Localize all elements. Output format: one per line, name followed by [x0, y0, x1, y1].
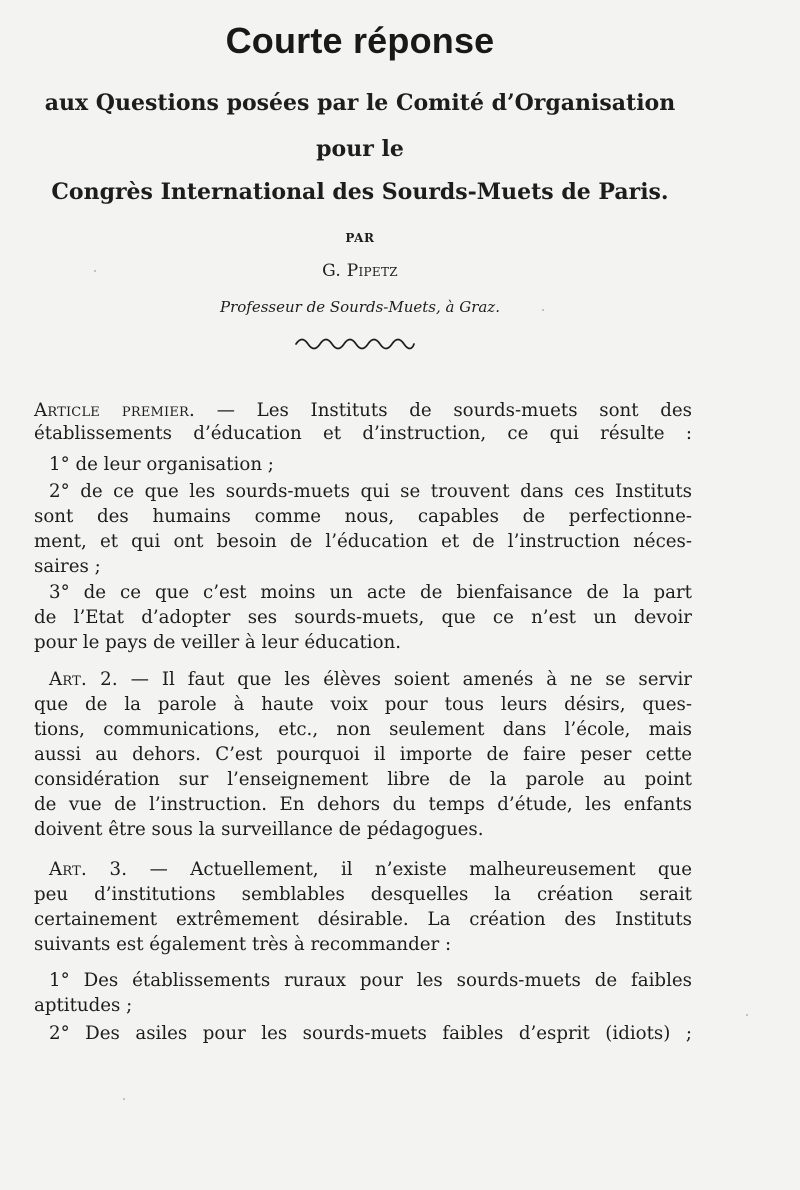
paper-speck	[123, 1098, 125, 1100]
document-title: Courte réponse	[225, 20, 495, 61]
subtitle-line-3: Congrès International des Sourds-Muets de Paris.	[51, 179, 669, 205]
article-3-item-2: 2° Des asiles pour les sourds-muets faibles d’esprit (idiots) ;	[49, 1023, 692, 1044]
subtitle-line-2: pour le	[316, 136, 404, 162]
article-3-line-2: peu d’institutions semblables desquelles la création serait	[34, 884, 692, 905]
article-2-line-5: considération sur l’enseignement libre de la parole au point	[34, 769, 692, 790]
article-2-line-3: tions, communications, etc., non seulement dans l’école, mais	[34, 719, 692, 740]
article-2-line-7: doivent être sous la surveillance de pédagogues.	[34, 819, 484, 840]
paper-speck	[746, 1014, 748, 1016]
article-1-item-2-line-4: saires ;	[34, 556, 101, 577]
article-1-item-3-line-3: pour le pays de veiller à leur éducation.	[34, 632, 402, 653]
article-1-item-1: 1° de leur organisation ;	[49, 454, 274, 475]
article-1-item-2-line-1: 2° de ce que les sourds-muets qui se trouvent dans ces Instituts	[49, 481, 692, 502]
byline-label: PAR	[345, 231, 375, 245]
paper-speck	[582, 1029, 584, 1031]
author-affiliation: Professeur de Sourds-Muets, à Graz.	[220, 298, 500, 316]
article-3-label: Art. 3.	[49, 859, 128, 880]
article-1-item-2-line-2: sont des humains comme nous, capables de perfectionne-	[34, 506, 692, 527]
paper-speck	[94, 270, 96, 272]
article-3-line-1-text: — Actuellement, il n’existe malheureusement que	[127, 859, 693, 880]
article-2-line-4: aussi au dehors. C’est pourquoi il importe de faire peser cette	[34, 744, 692, 765]
article-2-line-6: de vue de l’instruction. En dehors du temps d’étude, les enfants	[34, 794, 692, 815]
article-1-item-2-line-3: ment, et qui ont besoin de l’éducation et de l’instruction néces-	[34, 531, 692, 552]
article-3-line-1	[49, 857, 692, 883]
article-3-line-4: suivants est également très à recommander :	[34, 934, 452, 955]
article-1-item-3-line-2: de l’Etat d’adopter ses sourds-muets, que ce n’est un devoir	[34, 607, 692, 628]
article-2-line-1	[49, 667, 692, 693]
article-1-line-2: établissements d’éducation et d’instruction, ce qui résulte :	[34, 423, 692, 444]
paper-speck	[542, 309, 544, 311]
article-3-line-3: certainement extrêmement désirable. La création des Instituts	[34, 909, 692, 930]
article-1-line-1-text: — Les Instituts de sourds-muets sont des	[195, 400, 692, 421]
subtitle-line-1: aux Questions posées par le Comité d’Organisation	[44, 90, 676, 116]
article-1-item-3-line-1: 3° de ce que c’est moins un acte de bienfaisance de la part	[49, 582, 692, 603]
article-3-item-1-line-1: 1° Des établissements ruraux pour les sourds-muets de faibles	[49, 970, 692, 991]
author-name: G. Pipetz	[322, 261, 398, 281]
article-1-label: Article premier.	[34, 400, 196, 421]
wavy-divider-icon	[294, 336, 416, 350]
article-3-item-1-line-2: aptitudes ;	[34, 995, 133, 1016]
article-2-line-1-text: — Il faut que les élèves soient amenés à ne se servir	[117, 669, 692, 690]
article-2-label: Art. 2.	[49, 669, 118, 690]
article-2-line-2: que de la parole à haute voix pour tous leurs désirs, ques-	[34, 694, 692, 715]
